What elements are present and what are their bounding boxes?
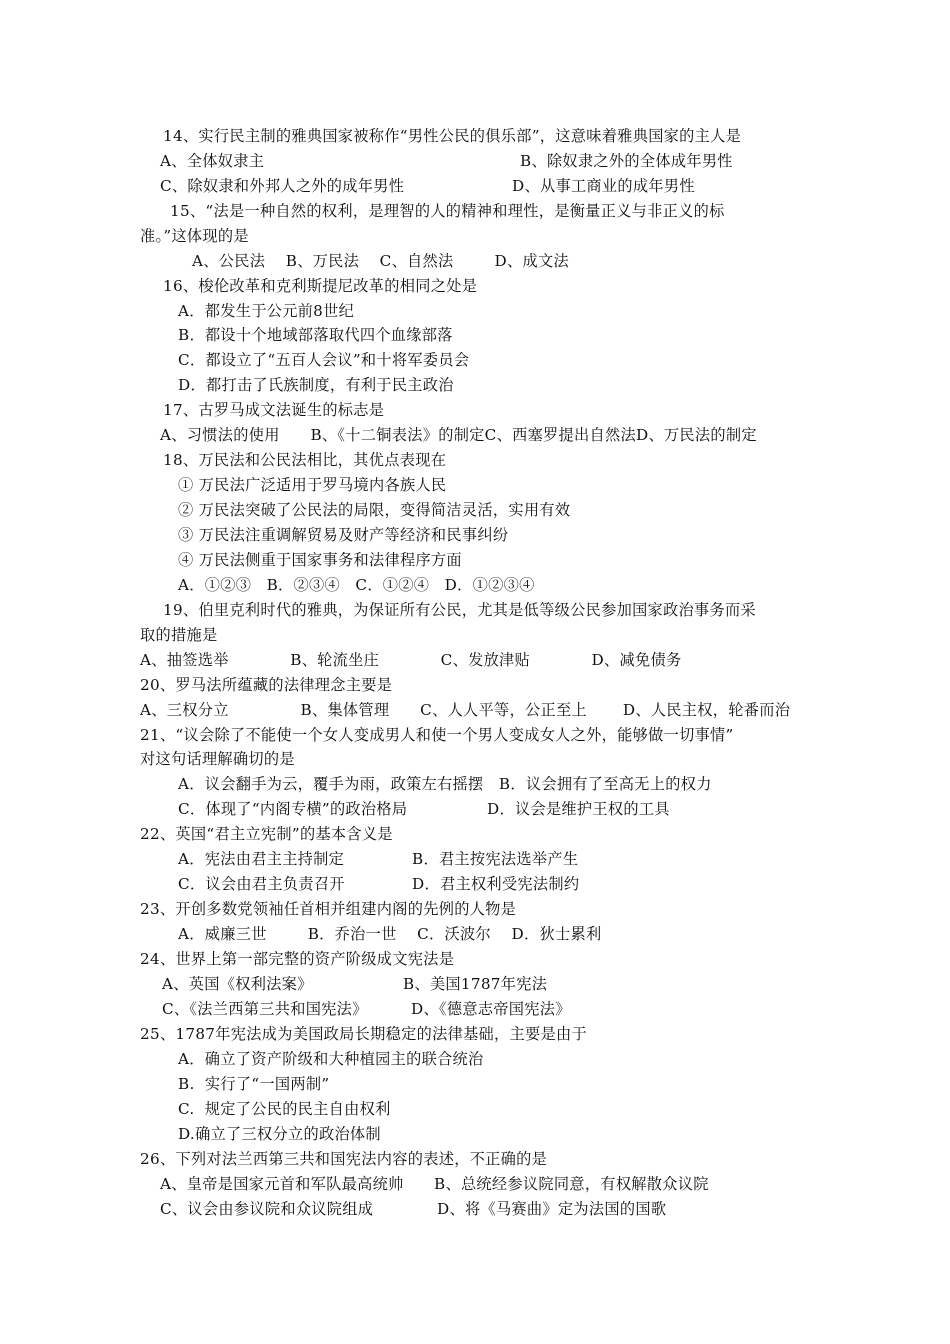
q23-options: A．威廉三世 B．乔治一世 C．沃波尔 D．狄士累利 (178, 925, 602, 943)
q21-option-ab: A．议会翻手为云，覆手为雨，政策左右摇摆 B．议会拥有了至高无上的权力 (178, 775, 712, 793)
question-26-stem: 26、下列对法兰西第三共和国宪法内容的表述，不正确的是 (140, 1150, 548, 1168)
q24-option-a: A、英国《权利法案》 (162, 975, 313, 993)
question-21-stem-line1: 21、“议会除了不能使一个女人变成男人和使一个男人变成女人之外，能够做一切事情” (140, 726, 734, 744)
q14-option-a: A、全体奴隶主 (160, 152, 265, 170)
q26-option-c: C、议会由参议院和众议院组成 (160, 1200, 374, 1218)
q25-option-c: C. 规定了公民的民主自由权利 (178, 1100, 391, 1118)
question-19-stem-line1: 19、伯里克利时代的雅典，为保证所有公民，尤其是低等级公民参加国家政治事务而采 (163, 601, 756, 619)
q24-option-d: D、《德意志帝国宪法》 (411, 1000, 571, 1018)
question-17-stem: 17、古罗马成文法诞生的标志是 (163, 401, 385, 419)
q24-option-c: C、《法兰西第三共和国宪法》 (162, 1000, 368, 1018)
q17-options: A、习惯法的使用 B、《十二铜表法》的制定C、西塞罗提出自然法D、万民法的制定 (160, 426, 757, 444)
q19-options: A、抽签选举 B、轮流坐庄 C、发放津贴 D、减免债务 (140, 651, 682, 669)
q14-option-b: B、除奴隶之外的全体成年男性 (520, 152, 733, 170)
q18-item-3: ③ 万民法注重调解贸易及财产等经济和民事纠纷 (178, 526, 509, 544)
q22-option-c: C．议会由君主负责召开 (178, 875, 345, 893)
q26-option-d: D、将《马赛曲》定为法国的国歌 (437, 1200, 667, 1218)
question-21-stem-line2: 对这句话理解确切的是 (140, 750, 295, 768)
question-24-stem: 24、世界上第一部完整的资产阶级成文宪法是 (140, 950, 455, 968)
question-20-stem: 20、罗马法所蕴藏的法律理念主要是 (140, 676, 393, 694)
q16-option-a: A．都发生于公元前8世纪 (178, 302, 355, 320)
q15-options: A、公民法 B、万民法 C、自然法 D、成文法 (192, 252, 569, 270)
q18-item-2: ② 万民法突破了公民法的局限，变得简洁灵活，实用有效 (178, 501, 571, 519)
q21-option-c: C．体现了“内阁专横”的政治格局 (178, 800, 408, 818)
q16-option-c: C．都设立了“五百人会议”和十将军委员会 (178, 351, 470, 369)
q14-option-d: D、从事工商业的成年男性 (512, 177, 695, 195)
q14-option-c: C、除奴隶和外邦人之外的成年男性 (160, 177, 405, 195)
q24-option-b: B、美国1787年宪法 (403, 975, 548, 993)
q16-option-d: D．都打击了氏族制度，有利于民主政治 (178, 376, 454, 394)
question-22-stem: 22、英国“君主立宪制”的基本含义是 (140, 825, 393, 843)
q21-option-d: D．议会是维护王权的工具 (487, 800, 670, 818)
question-19-stem-line2: 取的措施是 (140, 626, 218, 644)
q26-option-b: B、总统经参议院同意，有权解散众议院 (434, 1175, 709, 1193)
q22-option-b: B．君主按宪法选举产生 (412, 850, 579, 868)
q16-option-b: B．都设十个地域部落取代四个血缘部落 (178, 326, 453, 344)
question-14-stem: 14、实行民主制的雅典国家被称作“男性公民的俱乐部”，这意味着雅典国家的主人是 (163, 127, 742, 145)
q18-options: A．①②③ B．②③④ C．①②④ D．①②③④ (178, 576, 535, 594)
question-23-stem: 23、开创多数党领袖任首相并组建内阁的先例的人物是 (140, 900, 517, 918)
q18-item-4: ④ 万民法侧重于国家事务和法律程序方面 (178, 551, 462, 569)
question-25-stem: 25、1787年宪法成为美国政局长期稳定的法律基础，主要是由于 (140, 1025, 587, 1043)
q18-item-1: ① 万民法广泛适用于罗马境内各族人民 (178, 476, 447, 494)
q25-option-a: A．确立了资产阶级和大种植园主的联合统治 (178, 1050, 484, 1068)
q25-option-b: B. 实行了“一国两制” (178, 1075, 330, 1093)
question-15-stem-line1: 15、“法是一种自然的权利，是理智的人的精神和理性，是衡量正义与非正义的标 (170, 202, 725, 220)
q22-option-a: A．宪法由君主主持制定 (178, 850, 345, 868)
question-15-stem-line2: 准。”这体现的是 (140, 227, 249, 245)
q25-option-d: D.确立了三权分立的政治体制 (178, 1125, 381, 1143)
q26-option-a: A、皇帝是国家元首和军队最高统帅 (160, 1175, 404, 1193)
q20-options: A、三权分立 B、集体管理 C、人人平等，公正至上 D、人民主权，轮番而治 (140, 701, 791, 719)
q22-option-d: D．君主权利受宪法制约 (412, 875, 580, 893)
question-18-stem: 18、万民法和公民法相比，其优点表现在 (163, 451, 447, 469)
question-16-stem: 16、梭伦改革和克利斯提尼改革的相同之处是 (163, 277, 478, 295)
